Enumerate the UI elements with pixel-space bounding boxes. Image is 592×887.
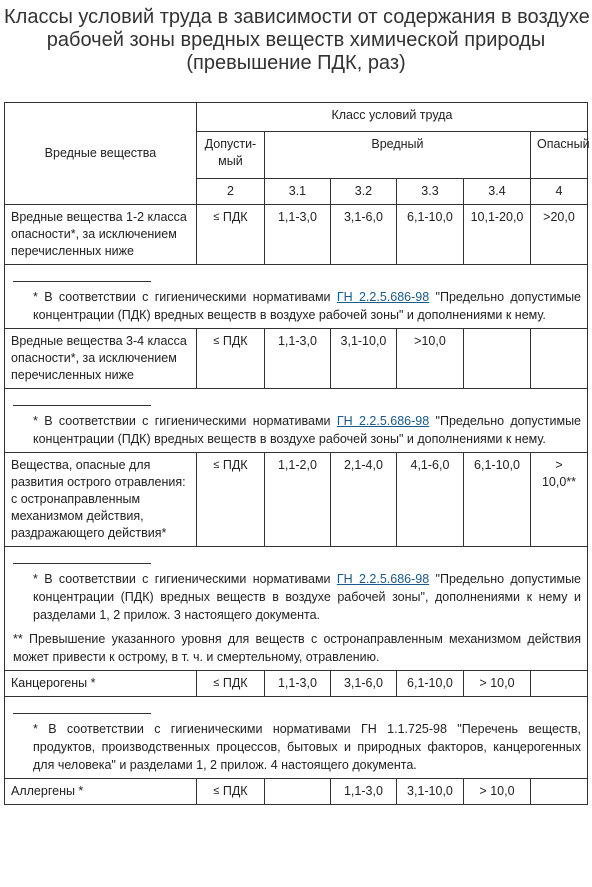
value-cell: >20,0 (530, 205, 587, 265)
footnote-text: "Предельно допустимые концентрации (ПДК) вредных веществ в воздухе рабочей зоны", дополнениями к нему и разделами 1, 2 прилож. 3 настоящего документа. (33, 572, 581, 622)
value-cell: 1,1-3,0 (264, 205, 330, 265)
footnote-text: "Предельно допустимые концентрации (ПДК) вредных веществ в воздухе рабочей зоны" и дополнениями к нему. (33, 290, 581, 322)
footnote-text: * В соответствии с гигиеническими нормативами (33, 414, 337, 428)
class-number: 3.3 (396, 179, 463, 205)
le-symbol: ≤ (213, 211, 220, 223)
value-cell: 2,1-4,0 (330, 453, 396, 547)
page-title (4, 6, 588, 75)
class-number: 2 (196, 179, 264, 205)
class-number: 3.1 (264, 179, 330, 205)
pdk-label: ПДК (222, 784, 248, 798)
table-row (5, 205, 588, 265)
header-row (5, 103, 588, 132)
header-dangerous: Опасный (530, 132, 587, 179)
header-substances: Вредные вещества (5, 103, 197, 205)
value-cell: 1,1-2,0 (264, 453, 330, 547)
value-cell (196, 779, 264, 805)
table-row (5, 329, 588, 389)
footnote-rule (13, 405, 151, 406)
value-cell: 4,1-6,0 (396, 453, 463, 547)
footnote-row (5, 389, 588, 453)
value-cell (463, 329, 530, 389)
class-number: 3.2 (330, 179, 396, 205)
table-row (5, 779, 588, 805)
footnote-row (5, 547, 588, 671)
value-cell: 3,1-10,0 (396, 779, 463, 805)
footnote-double-star: ** Превышение указанного уровня для веществ с остронаправленным механизмом действия может привести к острому, в т. ч. и смертельному, отравлению. (13, 632, 581, 664)
substance-name: Вредные вещества 1-2 класса опасности*, за исключением перечисленных ниже (5, 205, 197, 265)
value-cell (264, 779, 330, 805)
pdk-label: ПДК (222, 458, 248, 472)
gn-link[interactable]: ГН 2.2.5.686-98 (336, 414, 430, 428)
pdk-label: ПДК (222, 210, 248, 224)
value-cell: 6,1-10,0 (396, 671, 463, 697)
gn-link[interactable]: ГН 2.2.5.686-98 (336, 572, 430, 586)
value-cell: 10,1-20,0 (463, 205, 530, 265)
le-symbol: ≤ (213, 785, 220, 797)
class-number: 4 (530, 179, 587, 205)
value-cell: 6,1-10,0 (463, 453, 530, 547)
footnote (13, 570, 581, 624)
value-cell: > 10,0 (463, 779, 530, 805)
value-cell: > 10,0 (463, 671, 530, 697)
table-row (5, 671, 588, 697)
footnote-row (5, 265, 588, 329)
value-cell (530, 329, 587, 389)
pdk-label: ПДК (222, 676, 248, 690)
value-cell: > 10,0** (530, 453, 587, 547)
header-allowed: Допусти-мый (196, 132, 264, 179)
footnote-row (5, 697, 588, 779)
gn-link[interactable]: ГН 2.2.5.686-98 (336, 290, 430, 304)
title-line: Классы условий труда в зависимости от содержания в воздухе (4, 6, 590, 28)
class-number: 3.4 (463, 179, 530, 205)
value-cell: 1,1-3,0 (264, 671, 330, 697)
pdk-label: ПДК (222, 334, 248, 348)
value-cell (530, 671, 587, 697)
value-cell: 3,1-6,0 (330, 671, 396, 697)
substance-name: Вредные вещества 3-4 класса опасности*, за исключением перечисленных ниже (5, 329, 197, 389)
value-cell (530, 779, 587, 805)
footnote-rule (13, 281, 151, 282)
footnote (13, 412, 581, 448)
title-line: рабочей зоны вредных веществ химической природы (46, 29, 546, 51)
footnote: * В соответствии с гигиеническими нормативами ГН 1.1.725-98 "Перечень веществ, продуктов, производственных процессов, бытовых и природных факторов, канцерогенных для человека" и разделами 1, 2 прилож. 4 настоящего документа. (33, 722, 581, 772)
value-cell: 3,1-10,0 (330, 329, 396, 389)
value-cell: 3,1-6,0 (330, 205, 396, 265)
work-conditions-table (4, 102, 588, 805)
substance-name: Аллергены * (5, 779, 197, 805)
substance-name: Вещества, опасные для развития острого отравления: с остронаправленным механизмом действия, раздражающего действия* (5, 453, 197, 547)
substance-name: Канцерогены * (5, 671, 197, 697)
value-cell: >10,0 (396, 329, 463, 389)
value-cell: 1,1-3,0 (264, 329, 330, 389)
table-row (5, 453, 588, 547)
le-symbol: ≤ (213, 677, 220, 689)
header-harmful: Вредный (264, 132, 530, 179)
footnote-rule (13, 713, 151, 714)
value-cell (196, 671, 264, 697)
le-symbol: ≤ (213, 335, 220, 347)
footnote-rule (13, 563, 151, 564)
header-class-conditions: Класс условий труда (196, 103, 587, 132)
value-cell (196, 205, 264, 265)
le-symbol: ≤ (213, 459, 220, 471)
footnote (13, 288, 581, 324)
footnote-text: * В соответствии с гигиеническими нормативами (33, 572, 337, 586)
footnote-text: "Предельно допустимые концентрации (ПДК) вредных веществ в воздухе рабочей зоны" и дополнениями к нему. (33, 414, 581, 446)
value-cell (196, 329, 264, 389)
title-line: (превышение ПДК, раз) (186, 52, 406, 74)
value-cell (196, 453, 264, 547)
value-cell: 1,1-3,0 (330, 779, 396, 805)
footnote-text: * В соответствии с гигиеническими нормативами (33, 290, 337, 304)
value-cell: 6,1-10,0 (396, 205, 463, 265)
